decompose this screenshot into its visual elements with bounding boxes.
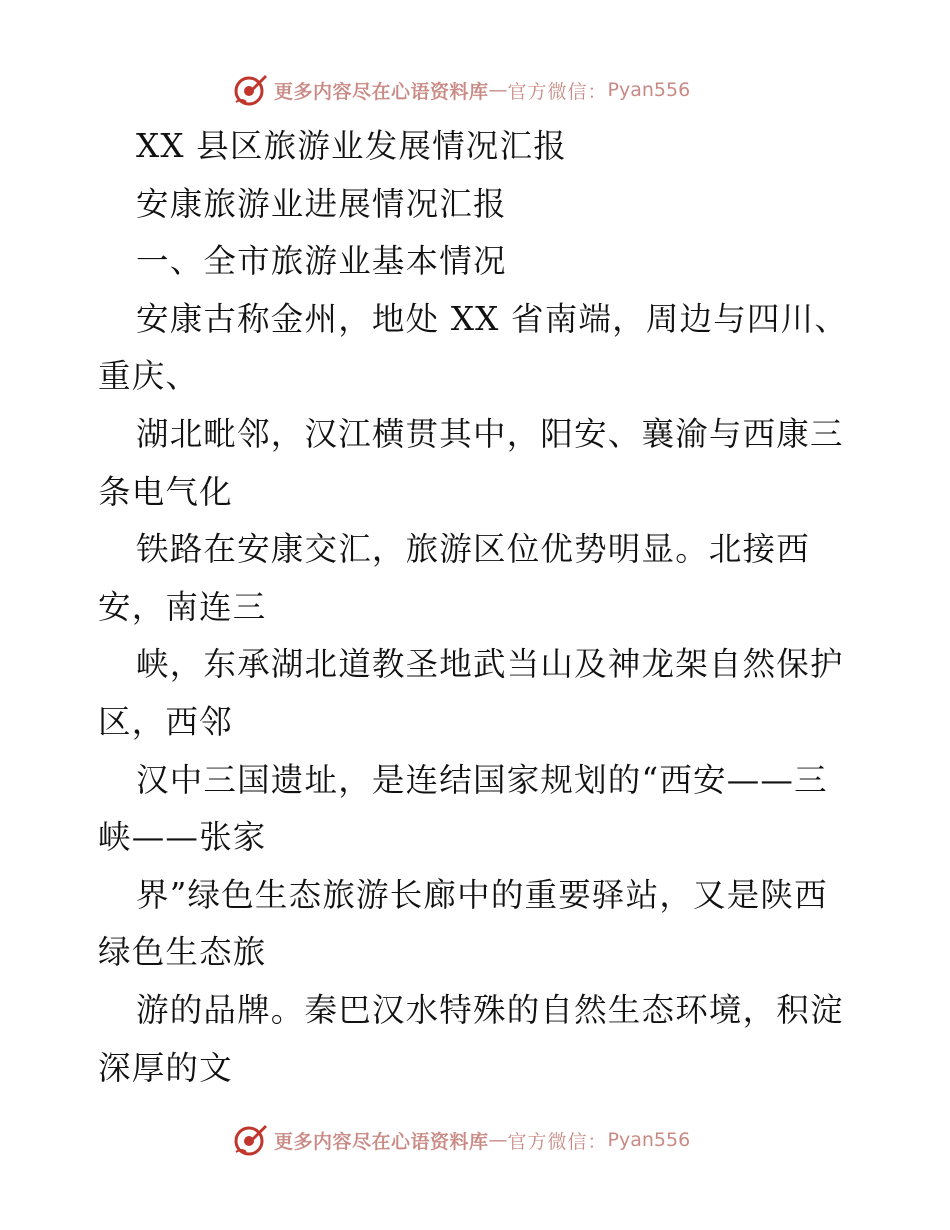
pen-logo-icon (232, 72, 268, 108)
pen-logo-icon (232, 1122, 268, 1158)
document-body (98, 118, 858, 1097)
paragraph-line: 游的品牌。秦巴汉水特殊的自然生态环境，积淀 (136, 990, 844, 1029)
paragraph-line: 条电气化 (98, 472, 233, 511)
paragraph-line: 区，西邻 (98, 702, 233, 741)
paragraph-line: 汉中三国遗址，是连结国家规划的“西安——三 (136, 760, 828, 799)
watermark-wechat-label: 官方微信： (507, 1130, 608, 1153)
paragraph-line: 深厚的文 (98, 1048, 233, 1087)
paragraph-line: 湖北毗邻，汉江横贯其中，阳安、襄渝与西康三 (136, 414, 844, 453)
watermark-main-text: 更多内容尽在心语资料库 (274, 1130, 489, 1153)
document-title: XX 县区旅游业发展情况汇报 (136, 127, 567, 165)
paragraph-line: 重庆、 (98, 357, 200, 396)
watermark-wechat-id: Pyan556 (607, 1129, 691, 1151)
document-subtitle: 安康旅游业进展情况汇报 (136, 184, 507, 223)
watermark-main-text: 更多内容尽在心语资料库 (274, 80, 489, 103)
paragraph-line: 峡，东承湖北道教圣地武当山及神龙架自然保护 (136, 645, 844, 684)
watermark-wechat-label: 官方微信： (507, 80, 608, 103)
paragraph-line: 安，南连三 (98, 587, 267, 626)
paragraph-line: 界”绿色生态旅游长廊中的重要驿站，又是陕西 (136, 875, 828, 914)
paragraph-line: 绿色生态旅 (98, 933, 267, 972)
watermark-dash: — (488, 79, 508, 101)
header-watermark (232, 70, 690, 110)
footer-watermark (232, 1120, 690, 1160)
paragraph-line: 铁路在安康交汇，旅游区位优势明显。北接西 (136, 530, 811, 569)
paragraph-line: 峡——张家 (98, 818, 267, 857)
watermark-wechat-id: Pyan556 (607, 79, 691, 101)
watermark-dash: — (488, 1129, 508, 1151)
paragraph-line: 安康古称金州，地处 XX 省南端，周边与四川、 (136, 299, 849, 338)
section-heading: 一、全市旅游业基本情况 (136, 242, 507, 281)
